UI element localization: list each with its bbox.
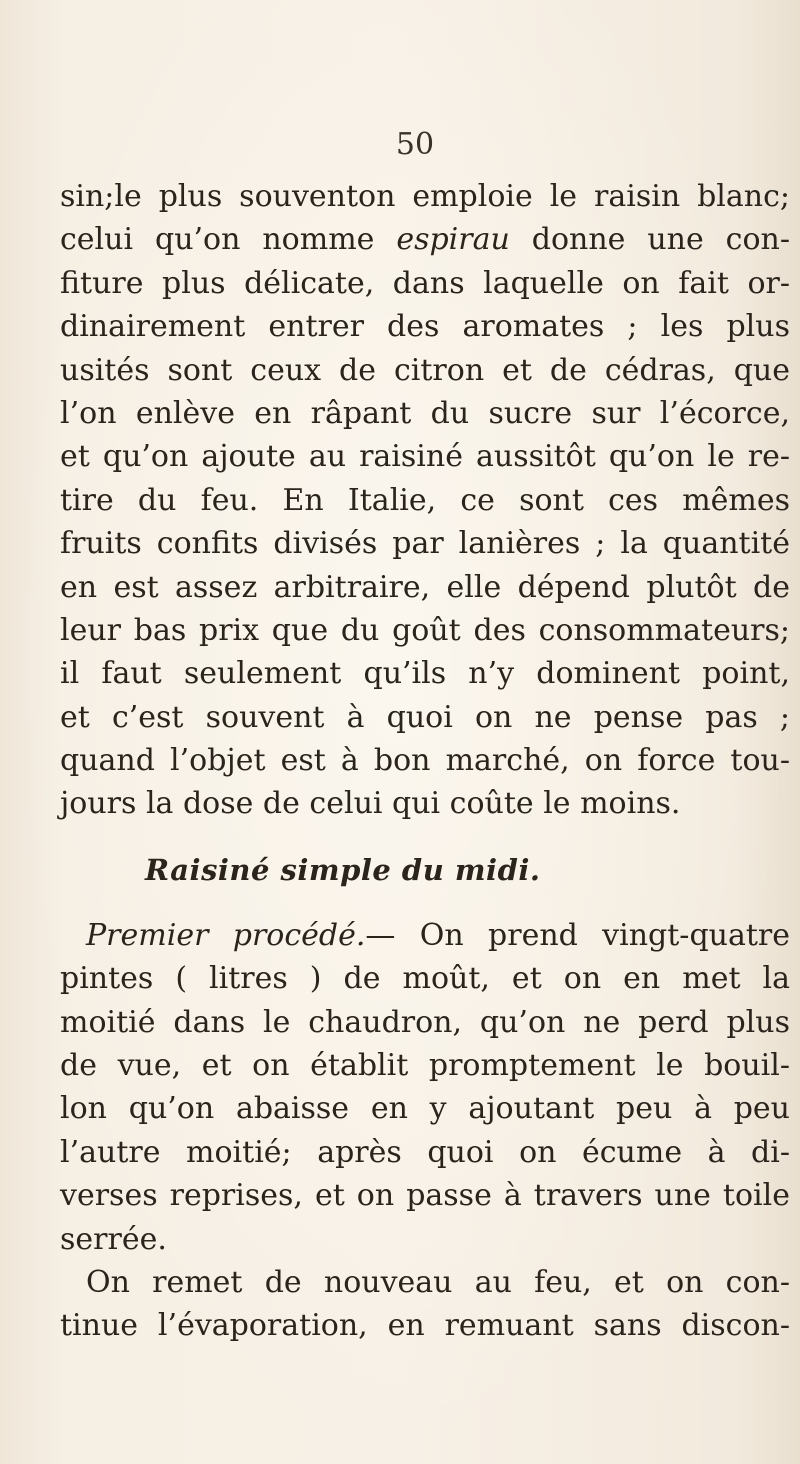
text-line: tinue l’évaporation, en remuant sans discon-: [60, 1308, 790, 1344]
text-line: dinairement entrer des aromates ; les plus: [60, 309, 790, 345]
text-line: lon qu’on abaisse en y ajoutant peu à peu: [60, 1091, 790, 1127]
text-line: leur bas prix que du goût des consommateurs;: [60, 612, 790, 648]
page-body: [60, 175, 790, 1348]
text-line: tire du feu. En Italie, ce sont ces mêmes: [60, 482, 790, 518]
text-line: verses reprises, et on passe à travers une toile: [60, 1178, 790, 1214]
text-line: fiture plus délicate, dans laquelle on fait or-: [60, 265, 790, 301]
text-line: pintes ( litres ) de moût, et on en met la: [60, 961, 790, 997]
text-line: [60, 914, 790, 957]
text-line: [60, 218, 790, 261]
text-line: serrée.: [60, 1221, 167, 1257]
text-span: donne une con-: [509, 222, 790, 258]
text-line: sin;le plus souventon emploie le raisin blanc;: [60, 179, 790, 214]
text-line: de vue, et on établit promptement le bouil-: [60, 1048, 790, 1084]
text-line: fruits confits divisés par lanières ; la quantité: [60, 526, 790, 562]
italic-term: espirau: [396, 222, 510, 258]
procedure-label: Premier procédé.: [86, 917, 366, 953]
text-line: moitié dans le chaudron, qu’on ne perd plus: [60, 1004, 790, 1040]
text-line: l’autre moitié; après quoi on écume à di-: [60, 1134, 790, 1170]
text-line: et c’est souvent à quoi on ne pense pas ;: [60, 699, 790, 735]
text-line: jours la dose de celui qui coûte le moins.: [60, 786, 681, 822]
text-line: quand l’objet est à bon marché, on force tou-: [60, 743, 790, 779]
text-span: — On prend vingt-quatre: [365, 917, 791, 953]
text-line: l’on enlève en râpant du sucre sur l’écorce,: [60, 395, 790, 431]
text-line: en est assez arbitraire, elle dépend plutôt de: [60, 569, 790, 605]
text-span: celui qu’on nomme: [60, 222, 397, 258]
section-heading: Raisiné simple du midi.: [145, 852, 541, 887]
text-line: il faut seulement qu’ils n’y dominent point,: [60, 656, 790, 692]
page-number: 50: [395, 127, 435, 162]
text-line: usités sont ceux de citron et de cédras, que: [60, 352, 790, 388]
text-line: On remet de nouveau au feu, et on con-: [86, 1264, 790, 1300]
text-line: et qu’on ajoute au raisiné aussitôt qu’on le re-: [60, 439, 790, 475]
